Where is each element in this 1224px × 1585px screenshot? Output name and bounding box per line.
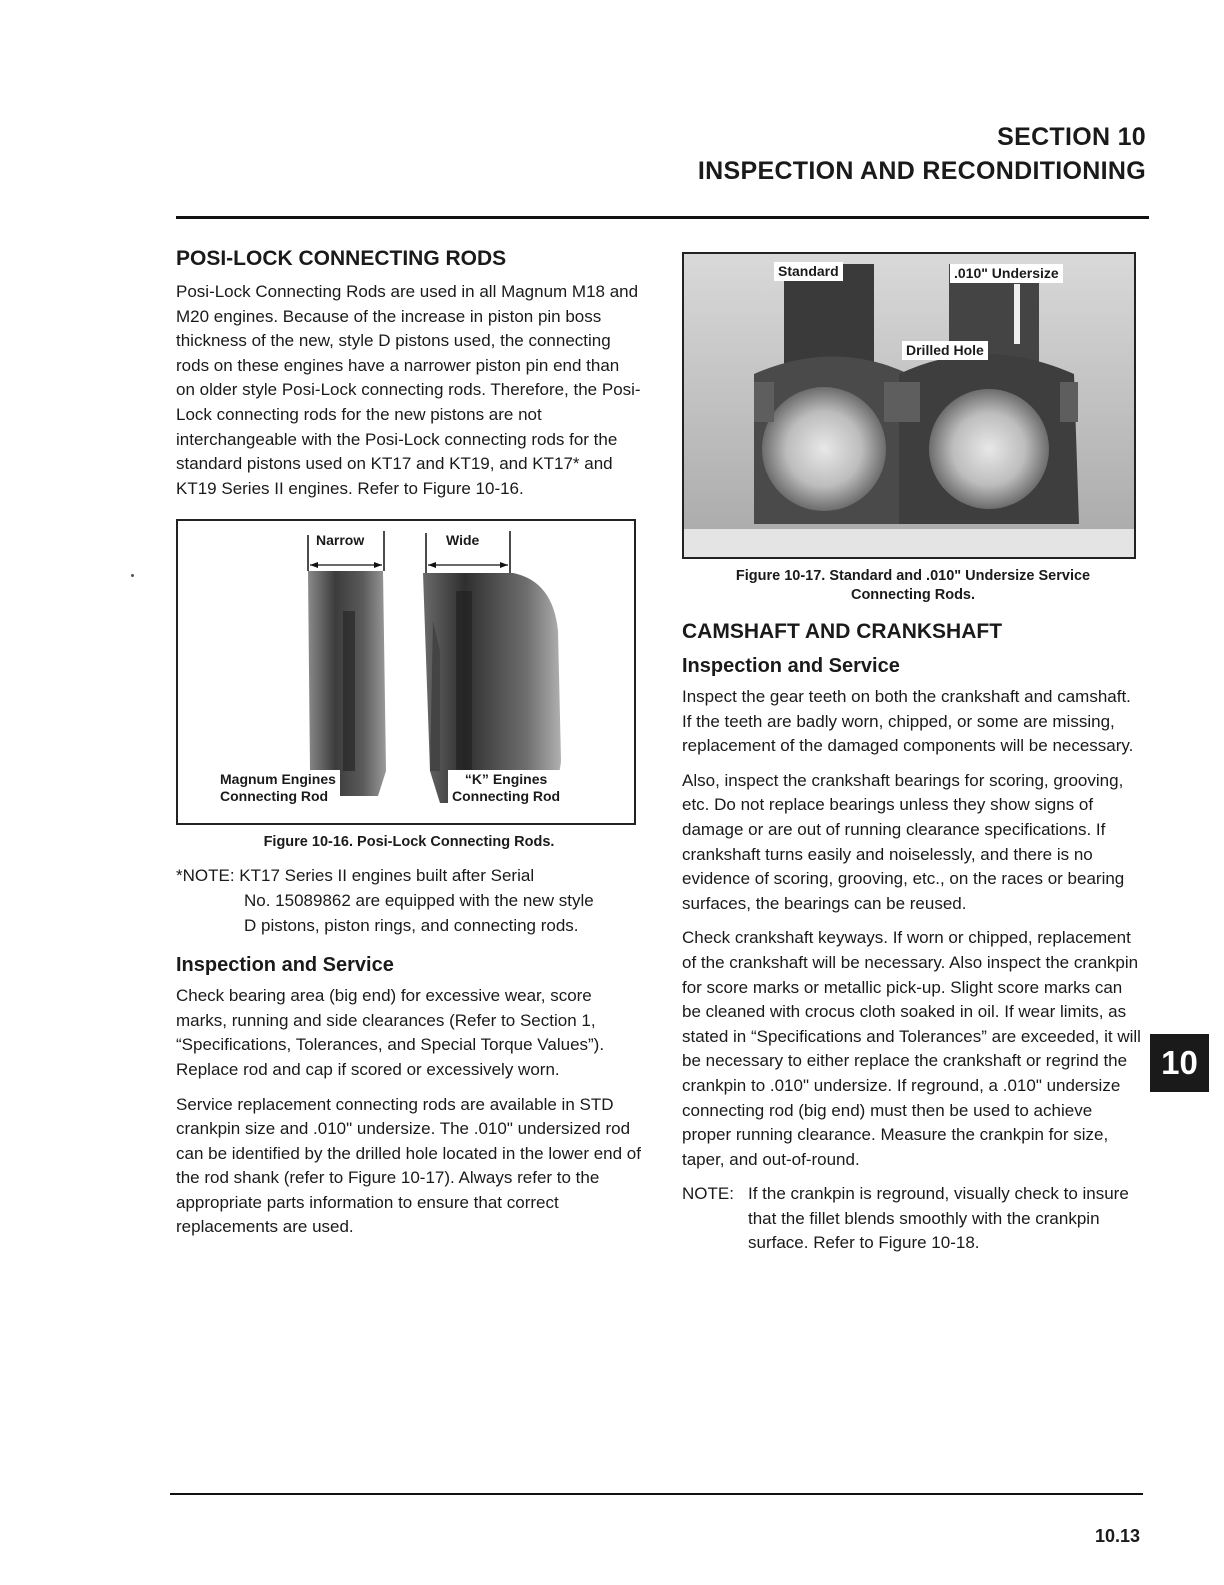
label-drilled-hole: Drilled Hole — [902, 341, 988, 360]
replacement-paragraph: Service replacement connecting rods are available in STD crankpin size and .010" undersize. The .010" undersized rod can be identified by the drilled hole located in the lower end of the rod shank (refer to Figure 10-17). Always refer to the appropriate parts information to ensure that correct replacements are used. — [176, 1094, 641, 1237]
note-line-3: D pistons, piston rings, and connecting rods. — [244, 915, 579, 935]
bearing-paragraph: Check bearing area (big end) for excessive wear, score marks, running and side clearances (Refer to Section 1, “Specifications, Tolerances, and Special Torque Values”). Replace rod and cap if scored or excessively worn. — [176, 986, 605, 1079]
section-number: SECTION 10 — [997, 123, 1146, 151]
right-inspection-heading: Inspection and Service — [682, 655, 900, 677]
caption-line-1: Figure 10-17. Standard and .010" Undersize Service — [735, 568, 1091, 584]
label-magnum-line2: Connecting Rod — [220, 788, 329, 805]
kt17-note — [176, 864, 642, 938]
label-k-rod — [448, 770, 564, 806]
footer-rule — [170, 1493, 1143, 1495]
crankpin-note — [682, 1182, 1144, 1256]
section-tab: 10 — [1150, 1034, 1209, 1092]
posi-lock-heading: POSI-LOCK CONNECTING RODS — [176, 247, 507, 270]
figure-10-17 — [682, 252, 1136, 559]
left-column — [176, 246, 642, 1250]
posi-lock-intro: Posi-Lock Connecting Rods are used in all Magnum M18 and M20 engines. Because of the increase in piston pin boss thickness of the new, style D pistons used, the connecting rods on these engines have a narrower piston pin end than on older style Posi-Lock connecting rods. Therefore, the Posi-Lock connecting rods for the new pistons are not interchangeable with the Posi-Lock connecting rods for the standard pistons used on KT17 and KT19, and KT17* and KT19 Series II engines. Refer to Figure 10-16. — [176, 282, 641, 498]
label-wide: Wide — [442, 531, 483, 550]
note-line-2: No. 15089862 are equipped with the new style — [244, 890, 594, 910]
right-column — [682, 252, 1144, 1256]
figure-10-16 — [176, 519, 636, 825]
figure-10-17-caption — [682, 567, 1144, 605]
label-k-line1: “K” Engines — [464, 771, 548, 788]
bearings-paragraph: Also, inspect the crankshaft bearings for scoring, grooving, etc. Do not replace bearings unless they show signs of damage or are out of running clearance specifications. If crankshaft turns easily and noiselessly, and there is no evidence of scoring, grooving, etc., on the races or bearing surfaces, the bearings can be reused. — [682, 770, 1125, 913]
caption-line-2: Connecting Rods. — [850, 587, 976, 603]
keyways-paragraph: Check crankshaft keyways. If worn or chipped, replacement of the crankshaft will be necessary. Also inspect the crankpin for score marks or metallic pick-up. Slight score marks can be cleaned with crocus cloth soaked in oil. If wear limits, as stated in “Specifications and Tolerances” are exceeded, it will be necessary to either replace the crankshaft or regrind the crankpin to .010" undersize. If reground, a .010" undersize connecting rod (big end) must then be used to achieve proper running clearance. Measure the crankpin for size, taper, and out-of-round. — [682, 928, 1141, 1169]
label-standard: Standard — [774, 262, 843, 281]
note-text: If the crankpin is reground, visually check to insure that the fillet blends smoothly with the crankpin surface. Refer to Figure 10-18. — [748, 1184, 1129, 1253]
note-label: NOTE: — [682, 1184, 734, 1204]
page-number: 10.13 — [1094, 1526, 1140, 1546]
label-magnum-rod — [216, 770, 340, 806]
header-rule — [176, 216, 1149, 219]
undersize-rods-photo — [684, 254, 1134, 557]
label-undersize: .010" Undersize — [950, 264, 1063, 283]
section-title: INSPECTION AND RECONDITIONING — [697, 157, 1146, 185]
figure-10-16-caption: Figure 10-16. Posi-Lock Connecting Rods. — [263, 834, 555, 851]
note-line-1: *NOTE: KT17 Series II engines built after Serial — [176, 866, 535, 886]
camshaft-heading: CAMSHAFT AND CRANKSHAFT — [682, 620, 1003, 643]
gear-teeth-paragraph: Inspect the gear teeth on both the crankshaft and camshaft. If the teeth are badly worn, chipped, or some are missing, replacement of the damaged components will be necessary. — [682, 687, 1134, 756]
label-k-line2: Connecting Rod — [452, 788, 561, 805]
label-magnum-line1: Magnum Engines — [220, 771, 336, 788]
label-narrow: Narrow — [312, 531, 368, 550]
left-inspection-heading: Inspection and Service — [176, 954, 394, 977]
section-header — [698, 120, 1146, 188]
scan-speck — [131, 574, 134, 577]
